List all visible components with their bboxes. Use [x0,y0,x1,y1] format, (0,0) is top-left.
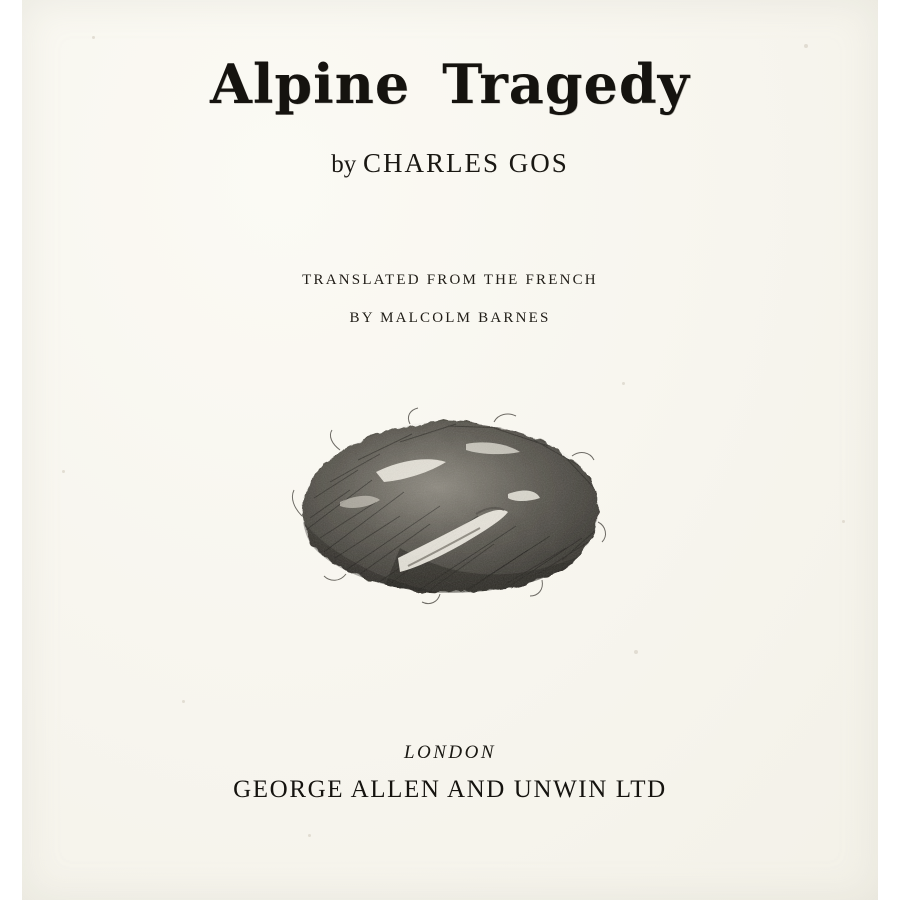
author-name: CHARLES GOS [362,148,569,178]
byline [22,148,878,179]
translation-credit [22,262,878,337]
translation-line-2: BY MALCOLM BARNES [349,309,551,326]
imprint [22,742,878,804]
imprint-publisher: GEORGE ALLEN AND UNWIN LTD [233,776,667,803]
imprint-city: LONDON [403,742,497,763]
paper-background [22,0,878,900]
translation-line-1: TRANSLATED FROM THE FRENCH [302,272,598,288]
byline-by-word: by [331,151,357,178]
page-title: Alpine Tragedy [209,52,691,116]
vignette-svg [280,398,620,628]
mountain-rock-vignette-illustration [22,398,878,648]
